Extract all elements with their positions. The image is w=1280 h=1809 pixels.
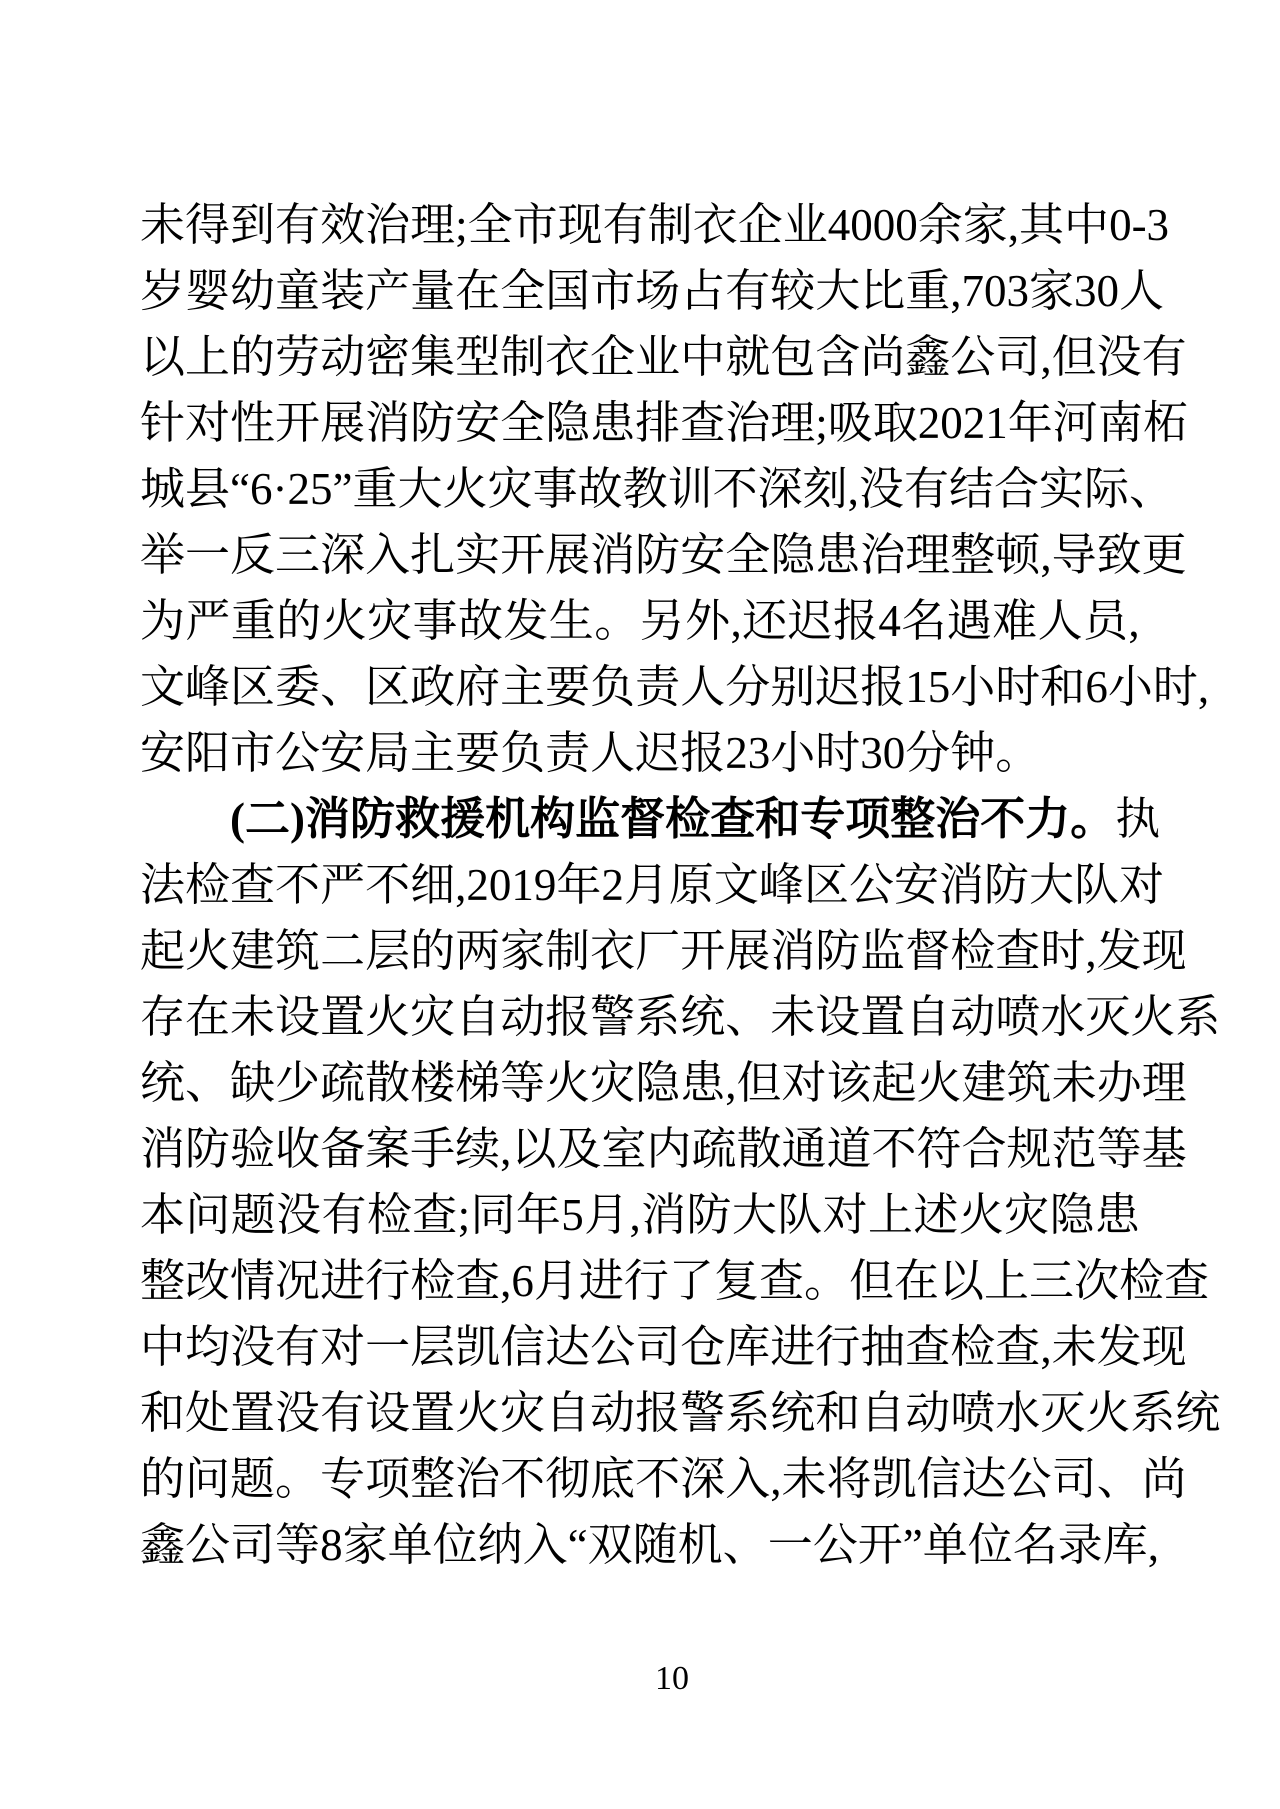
text-line: 安 阳 市 公 安 局 主 要 负 责 人 迟 报 23 小 时 30 分 钟 。 <box>140 728 1041 778</box>
page-number: 10 <box>655 1660 689 1697</box>
document-body <box>140 192 1221 1578</box>
text-line: 未 得 到 有 效 治 理 ; 全 市 现 有 制 衣 企 业 4000 余 家 , 其 中 0-3 <box>140 200 1170 250</box>
text-line: 为 严 重 的 火 灾 事 故 发 生 。 另 外 , 还 迟 报 4 名 遇 难 人 员 , <box>140 596 1140 646</box>
text-line: 存 在 未 设 置 火 灾 自 动 报 警 系 统 、 未 设 置 自 动 喷 水 灭 火 系 <box>140 992 1221 1042</box>
text-line: 本 问 题 没 有 检 查 ; 同 年 5 月 , 消 防 大 队 对 上 述 火 灾 隐 患 <box>140 1190 1140 1240</box>
text-line: 举 一 反 三 深 入 扎 实 开 展 消 防 安 全 隐 患 治 理 整 顿 , 导 致 更 <box>140 530 1187 580</box>
text-line: 法 检 查 不 严 不 细 , 2019 年 2 月 原 文 峰 区 公 安 消 防 大 队 对 <box>140 860 1165 910</box>
text-line: 和 处 置 没 有 设 置 火 灾 自 动 报 警 系 统 和 自 动 喷 水 灭 火 系 统 <box>140 1388 1221 1438</box>
text-line: 针 对 性 开 展 消 防 安 全 隐 患 排 查 治 理 ; 吸 取 2021 年 河 南 柘 <box>140 398 1188 448</box>
text-line: 岁 婴 幼 童 装 产 量 在 全 国 市 场 占 有 较 大 比 重 , 703 家 30 人 <box>140 266 1165 316</box>
text-line: 以 上 的 劳 动 密 集 型 制 衣 企 业 中 就 包 含 尚 鑫 公 司 , 但 没 有 <box>140 332 1187 382</box>
text-line: 中 均 没 有 对 一 层 凯 信 达 公 司 仓 库 进 行 抽 查 检 查 , 未 发 现 <box>140 1322 1187 1372</box>
text-line: 城 县 “ 6 · 25 ” 重 大 火 灾 事 故 教 训 不 深 刻 , 没 有 结 合 实 际 、 <box>140 464 1175 514</box>
text-line: 鑫 公 司 等 8 家 单 位 纳 入 “ 双 随 机 、 一 公 开 ” 单 位 名 录 库 , <box>140 1520 1160 1570</box>
text-line: 文 峰 区 委 、 区 政 府 主 要 负 责 人 分 别 迟 报 15 小 时 和 6 小 时 , <box>140 662 1210 712</box>
text-line: 消 防 验 收 备 案 手 续 , 以 及 室 内 疏 散 通 道 不 符 合 规 范 等 基 <box>140 1124 1187 1174</box>
paragraph <box>140 192 1210 786</box>
text-line: 整 改 情 况 进 行 检 查 , 6 月 进 行 了 复 查 。 但 在 以 上 三 次 检 查 <box>140 1256 1210 1306</box>
text-line: 起 火 建 筑 二 层 的 两 家 制 衣 厂 开 展 消 防 监 督 检 查 时 , 发 现 <box>140 926 1187 976</box>
text-line: 的 问 题 。 专 项 整 治 不 彻 底 不 深 入 , 未 将 凯 信 达 公 司 、 尚 <box>140 1454 1187 1504</box>
paragraph <box>140 786 1221 1578</box>
text-line: 统 、 缺 少 疏 散 楼 梯 等 火 灾 隐 患 , 但 对 该 起 火 建 筑 未 办 理 <box>140 1058 1187 1108</box>
text-line: ( 二 ) 消 防 救 援 机 构 监 督 检 查 和 专 项 整 治 不 力 。 执 <box>230 794 1161 844</box>
